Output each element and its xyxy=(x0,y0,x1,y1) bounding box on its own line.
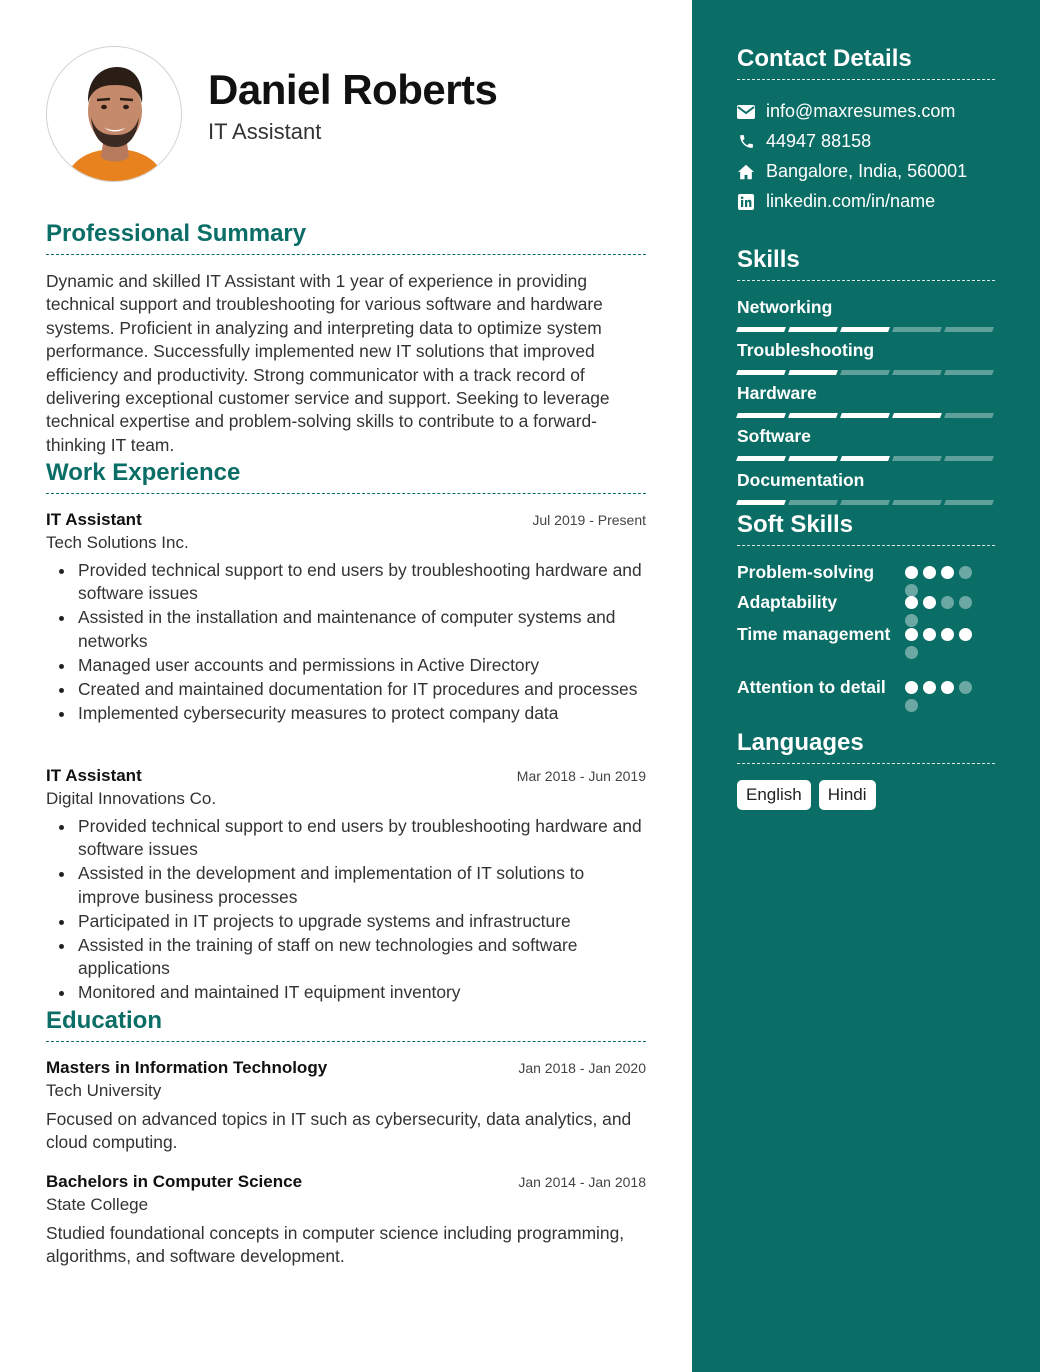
skill-level-segment xyxy=(892,413,942,418)
language-tag: Hindi xyxy=(819,780,876,810)
skill-level-segment xyxy=(788,413,838,418)
list-item: Assisted in the development and implementation of IT solutions to improve business processes xyxy=(46,862,646,909)
soft-skill-name: Problem-solving xyxy=(737,562,875,582)
soft-skill-name: Attention to detail xyxy=(737,677,886,697)
skill-item xyxy=(737,340,995,375)
contact-email[interactable] xyxy=(737,101,997,122)
language-list xyxy=(737,780,876,810)
school-name: State College xyxy=(46,1195,149,1214)
skill-level-segment xyxy=(892,327,942,332)
job-bullets xyxy=(46,815,646,1005)
skill-name: Hardware xyxy=(737,383,817,403)
skill-level-segment xyxy=(840,500,890,505)
job-bullets xyxy=(46,559,646,725)
section-title-experience: Work Experience xyxy=(46,459,646,494)
skill-item xyxy=(737,426,995,461)
skill-level-segment xyxy=(840,456,890,461)
skill-level-segment xyxy=(736,327,786,332)
avatar xyxy=(46,46,182,182)
list-item: Provided technical support to end users by troubleshooting hardware and software issues xyxy=(46,559,646,606)
rating-dot xyxy=(959,681,972,694)
rating-dot xyxy=(941,681,954,694)
skill-name: Networking xyxy=(737,297,833,317)
skill-level-segment xyxy=(736,370,786,375)
contact-linkedin[interactable] xyxy=(737,191,997,212)
rating-dot xyxy=(959,596,972,609)
skill-level-bar xyxy=(737,500,995,505)
job-date: Jul 2019 - Present xyxy=(532,512,646,528)
rating-dot xyxy=(959,628,972,641)
soft-skill-name: Adaptability xyxy=(737,592,838,612)
education-description: Focused on advanced topics in IT such as cybersecurity, data analytics, and cloud computing. xyxy=(46,1109,632,1153)
soft-skill-item xyxy=(737,676,995,712)
job-company: Tech Solutions Inc. xyxy=(46,533,189,552)
language-tag: English xyxy=(737,780,811,810)
skill-level-segment xyxy=(736,413,786,418)
skill-level-segment xyxy=(840,370,890,375)
education-entry xyxy=(46,1172,646,1269)
skill-level-segment xyxy=(788,327,838,332)
education-date: Jan 2014 - Jan 2018 xyxy=(518,1174,646,1190)
skill-level-segment xyxy=(840,413,890,418)
skill-level-bar xyxy=(737,413,995,418)
contact-address xyxy=(737,161,997,182)
rating-dot xyxy=(923,628,936,641)
section-title-soft-skills: Soft Skills xyxy=(737,511,995,546)
skill-item xyxy=(737,383,995,418)
skill-level-segment xyxy=(736,456,786,461)
skill-item xyxy=(737,470,995,505)
job-entry xyxy=(46,766,646,1005)
list-item: Assisted in the installation and maintenance of computer systems and networks xyxy=(46,606,646,653)
section-title-summary: Professional Summary xyxy=(46,220,646,255)
skill-level-segment xyxy=(944,413,994,418)
education-entry xyxy=(46,1058,646,1155)
skill-level-segment xyxy=(892,456,942,461)
skill-level-segment xyxy=(788,456,838,461)
job-role: IT Assistant xyxy=(46,766,142,785)
candidate-name: Daniel Roberts xyxy=(208,66,498,113)
job-role: IT Assistant xyxy=(46,510,142,529)
job-date: Mar 2018 - Jun 2019 xyxy=(516,768,646,784)
skill-level-segment xyxy=(892,500,942,505)
job-entry xyxy=(46,510,646,726)
skill-item xyxy=(737,297,995,332)
rating-dot xyxy=(941,566,954,579)
skill-level-segment xyxy=(840,327,890,332)
skill-level-segment xyxy=(944,456,994,461)
degree-name: Bachelors in Computer Science xyxy=(46,1172,303,1191)
soft-skill-rating xyxy=(905,623,977,659)
linkedin-text: linkedin.com/in/name xyxy=(766,191,936,211)
skill-level-segment xyxy=(944,327,994,332)
degree-name: Masters in Information Technology xyxy=(46,1058,328,1077)
rating-dot xyxy=(941,628,954,641)
rating-dot xyxy=(923,566,936,579)
rating-dot xyxy=(923,596,936,609)
list-item: Implemented cybersecurity measures to protect company data xyxy=(46,702,646,725)
rating-dot xyxy=(905,596,918,609)
contact-phone[interactable] xyxy=(737,131,997,152)
linkedin-icon xyxy=(737,193,755,211)
list-item: Managed user accounts and permissions in Active Directory xyxy=(46,654,646,677)
soft-skill-item xyxy=(737,591,995,627)
skill-level-segment xyxy=(736,500,786,505)
rating-dot xyxy=(905,566,918,579)
soft-skill-item xyxy=(737,623,995,659)
phone-icon xyxy=(737,133,755,151)
address-text: Bangalore, India, 560001 xyxy=(766,161,968,181)
skill-level-segment xyxy=(892,370,942,375)
sidebar xyxy=(692,0,1040,1372)
rating-dot xyxy=(959,566,972,579)
section-title-skills: Skills xyxy=(737,246,995,281)
rating-dot xyxy=(941,596,954,609)
skill-level-segment xyxy=(944,500,994,505)
skill-level-segment xyxy=(788,500,838,505)
candidate-title: IT Assistant xyxy=(208,119,322,144)
rating-dot xyxy=(905,628,918,641)
list-item: Provided technical support to end users by troubleshooting hardware and software issues xyxy=(46,815,646,862)
rating-dot xyxy=(905,646,918,659)
job-company: Digital Innovations Co. xyxy=(46,789,217,808)
education-description: Studied foundational concepts in computer science including programming, algorithms, and software development. xyxy=(46,1223,625,1267)
soft-skill-name: Time management xyxy=(737,624,891,644)
summary-text: Dynamic and skilled IT Assistant with 1 year of experience in providing technical support and troubleshooting for various software and hardware systems. Proficient in analyzing and interpreting data to optimize system performance. Successfully implemented new IT solutions that improved efficiency and productivity. Strong communicator with a track record of delivering exceptional customer service and support. Seeking to leverage technical expertise and problem-solving skills to contribute to a forward-thinking IT team. xyxy=(46,271,610,455)
skill-name: Documentation xyxy=(737,470,865,490)
rating-dot xyxy=(905,681,918,694)
skill-level-bar xyxy=(737,327,995,332)
list-item: Assisted in the training of staff on new technologies and software applications xyxy=(46,934,646,981)
soft-skill-rating xyxy=(905,591,977,627)
rating-dot xyxy=(923,681,936,694)
education-date: Jan 2018 - Jan 2020 xyxy=(518,1060,646,1076)
section-title-education: Education xyxy=(46,1007,646,1042)
skill-level-bar xyxy=(737,456,995,461)
section-title-languages: Languages xyxy=(737,729,995,764)
email-text: info@maxresumes.com xyxy=(766,101,956,121)
rating-dot xyxy=(905,699,918,712)
home-icon xyxy=(737,163,755,181)
school-name: Tech University xyxy=(46,1081,162,1100)
skill-name: Troubleshooting xyxy=(737,340,875,360)
soft-skill-rating xyxy=(905,676,977,712)
skill-level-segment xyxy=(944,370,994,375)
skill-level-bar xyxy=(737,370,995,375)
skill-name: Software xyxy=(737,426,811,446)
list-item: Monitored and maintained IT equipment inventory xyxy=(46,981,646,1004)
list-item: Created and maintained documentation for IT procedures and processes xyxy=(46,678,646,701)
skill-level-segment xyxy=(788,370,838,375)
profile-photo-icon xyxy=(47,47,182,182)
envelope-icon xyxy=(737,103,755,121)
list-item: Participated in IT projects to upgrade systems and infrastructure xyxy=(46,910,646,933)
phone-text: 44947 88158 xyxy=(766,131,872,151)
section-title-contact: Contact Details xyxy=(737,45,995,80)
